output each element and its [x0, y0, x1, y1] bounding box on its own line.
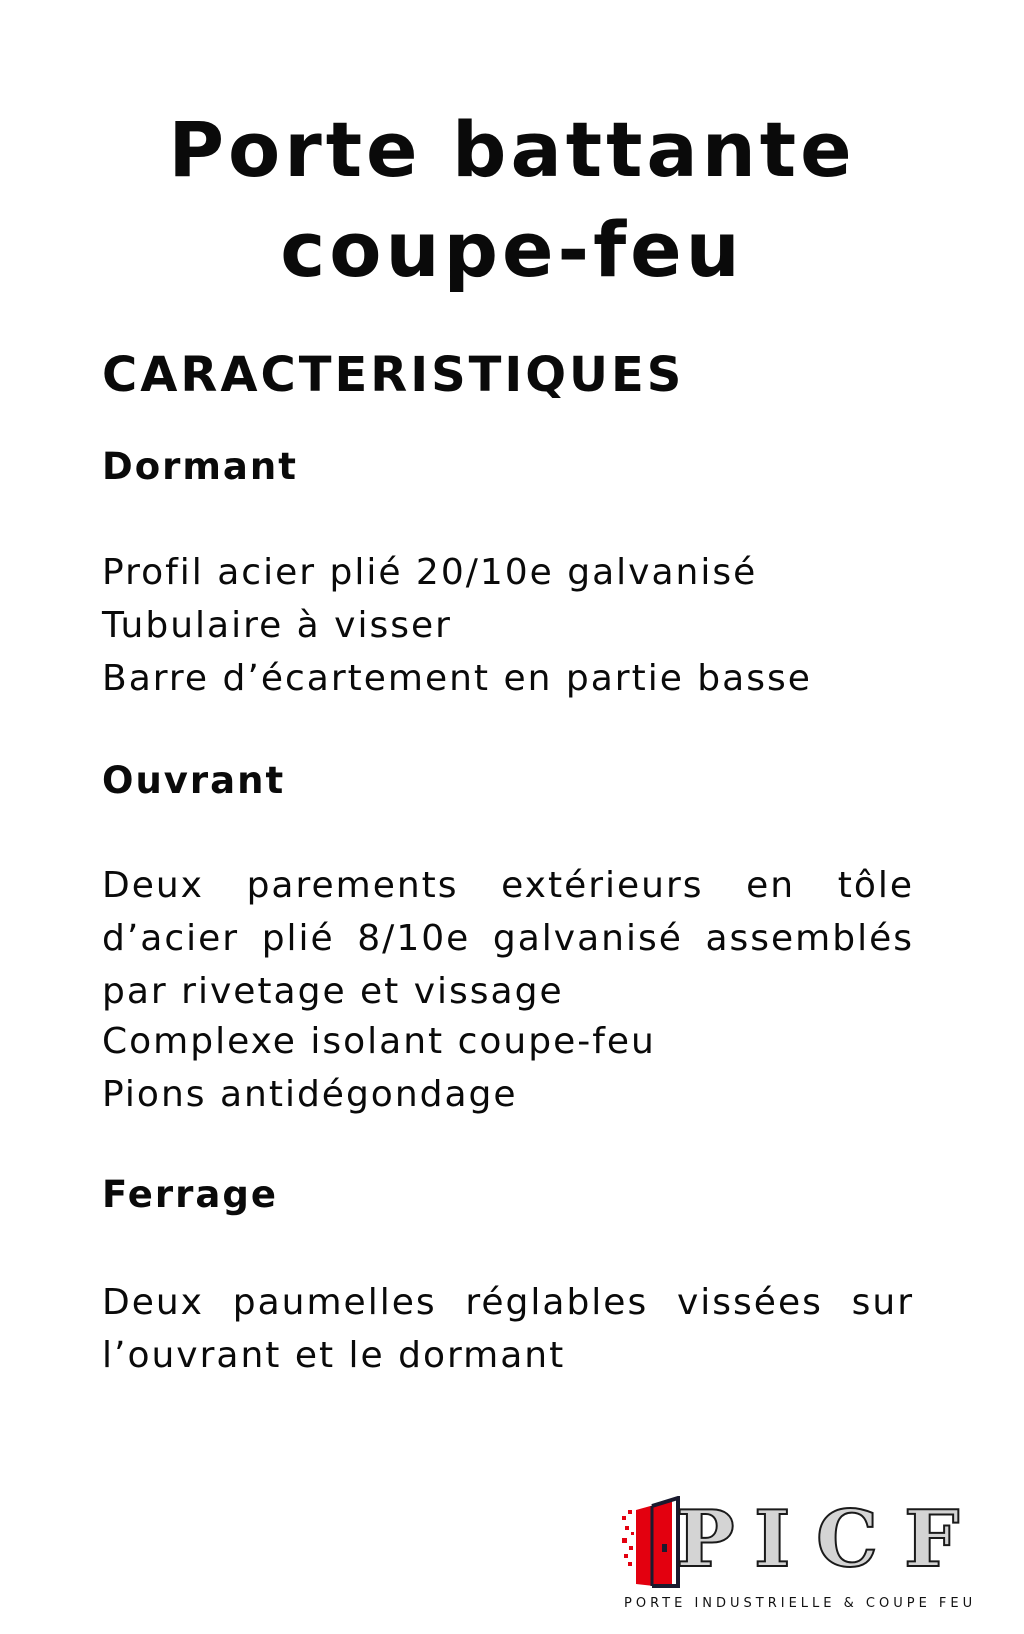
logo-letter: C — [816, 1494, 879, 1585]
ferrage-heading: Ferrage — [102, 1173, 278, 1216]
door-icon — [622, 1496, 684, 1588]
list-item: Complexe isolant coupe-feu — [102, 1021, 656, 1062]
dormant-heading: Dormant — [102, 445, 298, 488]
page-title-line-1: Porte battante — [168, 105, 856, 194]
ouvrant-list — [102, 1015, 914, 1121]
ouvrant-paragraph: Deux parements extérieurs en tôle d’acier plié 8/10e galvanisé assemblés par rivetage et vissage — [102, 865, 914, 1012]
characteristics-heading: CARACTERISTIQUES — [102, 347, 685, 403]
list-item: Barre d’écartement en partie basse — [102, 658, 812, 699]
list-item: Profil acier plié 20/10e galvanisé — [102, 552, 758, 593]
ferrage-paragraph: Deux paumelles réglables vissées sur l’ouvrant et le dormant — [102, 1282, 914, 1376]
page-title-line-2: coupe-feu — [280, 205, 744, 294]
dormant-list — [102, 546, 914, 705]
logo-tagline: PORTE INDUSTRIELLE & COUPE FEU — [624, 1596, 977, 1611]
list-item: Pions antidégondage — [102, 1074, 518, 1115]
logo-letter: I — [754, 1494, 791, 1585]
logo-letter: P — [676, 1494, 735, 1585]
ouvrant-heading: Ouvrant — [102, 759, 286, 802]
logo-letter: F — [904, 1494, 960, 1585]
picf-logo — [622, 1496, 992, 1616]
list-item: Tubulaire à visser — [102, 605, 452, 646]
